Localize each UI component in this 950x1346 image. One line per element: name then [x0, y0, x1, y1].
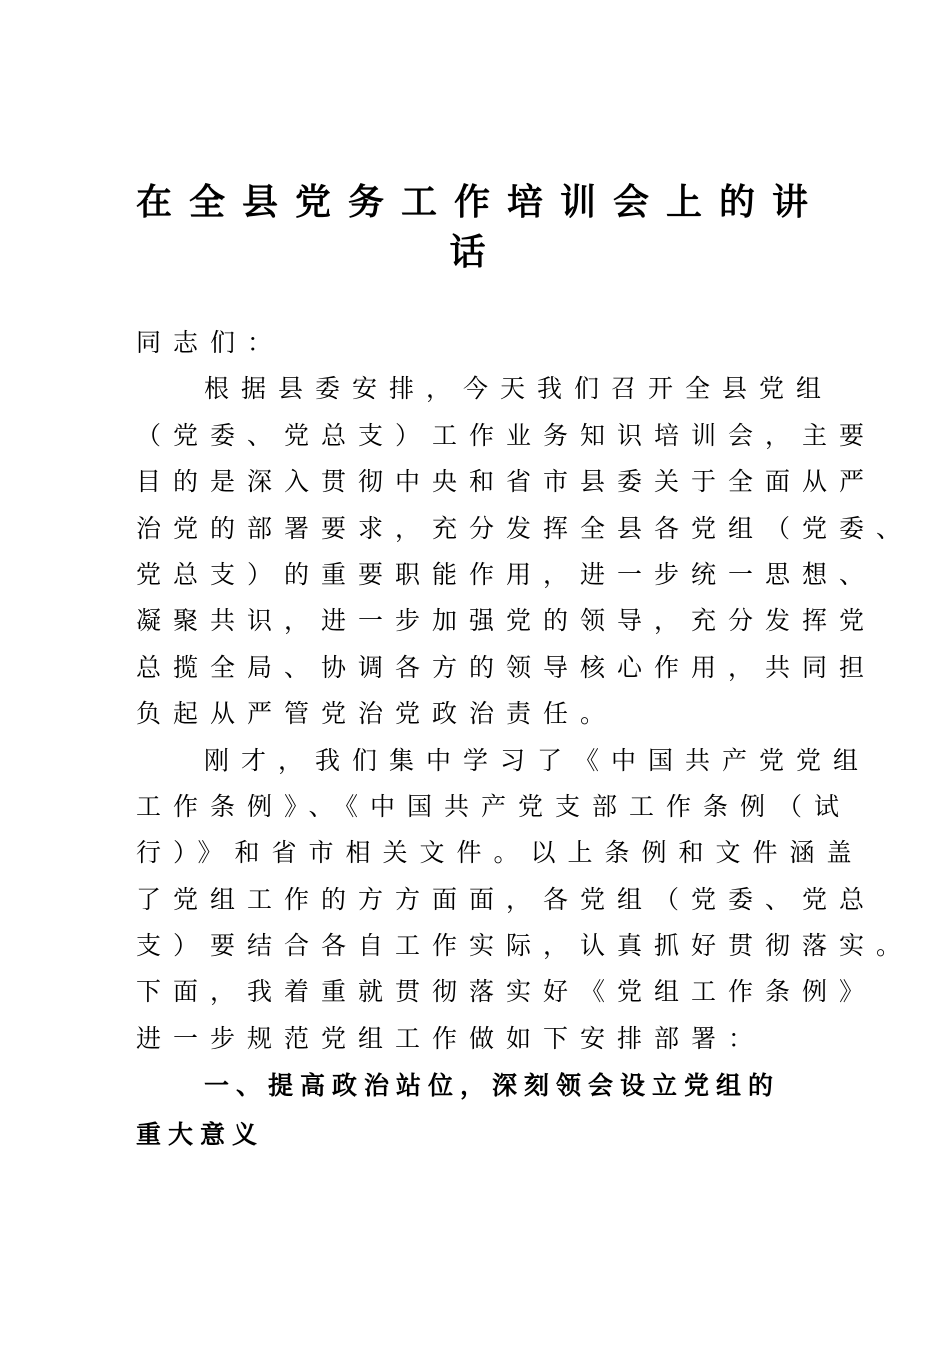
paragraph-1 — [136, 366, 914, 737]
text-line: 支）要结合各自工作实际，认真抓好贯彻落实。 — [136, 931, 914, 961]
title-line: 在全县党务工作培训会上的讲 — [136, 182, 826, 223]
text-line: 凝聚共识，进一步加强党的领导，充分发挥党 — [136, 606, 877, 636]
salutation: 同志们： — [136, 328, 285, 357]
text-line: 负起从严管党治党政治责任。 — [136, 699, 618, 729]
speech-title — [136, 178, 826, 278]
text-line: 刚才，我们集中学习了《中国共产党党组 — [204, 745, 871, 775]
text-line: 下面，我着重就贯彻落实好《党组工作条例》 — [136, 977, 877, 1007]
text-line: （党委、党总支）工作业务知识培训会，主要 — [136, 420, 877, 450]
text-line: 了党组工作的方方面面，各党组（党委、党总 — [136, 884, 877, 914]
speech-body — [136, 320, 914, 1158]
text-line: 根据县委安排，今天我们召开全县党组 — [204, 374, 834, 404]
text-line: 总揽全局、协调各方的领导核心作用，共同担 — [136, 652, 877, 682]
text-line: 党总支）的重要职能作用，进一步统一思想、 — [136, 559, 877, 589]
text-line: 进一步规范党组工作做如下安排部署： — [136, 1023, 766, 1053]
text-line: 行）》和省市相关文件。以上条例和文件涵盖 — [136, 838, 864, 868]
paragraph-2 — [136, 738, 914, 1063]
heading-line: 重大意义 — [136, 1120, 265, 1150]
text-line: 治党的部署要求，充分发挥全县各党组（党委、 — [136, 513, 914, 543]
heading-line: 一、提高政治站位，深刻领会设立党组的 — [204, 1071, 781, 1101]
text-line: 目的是深入贯彻中央和省市县委关于全面从严 — [136, 467, 877, 497]
section-heading-1 — [136, 1062, 856, 1158]
title-line: 话 — [449, 232, 503, 273]
text-line: 工作条例》、《中国共产党支部工作条例（试 — [136, 791, 852, 821]
